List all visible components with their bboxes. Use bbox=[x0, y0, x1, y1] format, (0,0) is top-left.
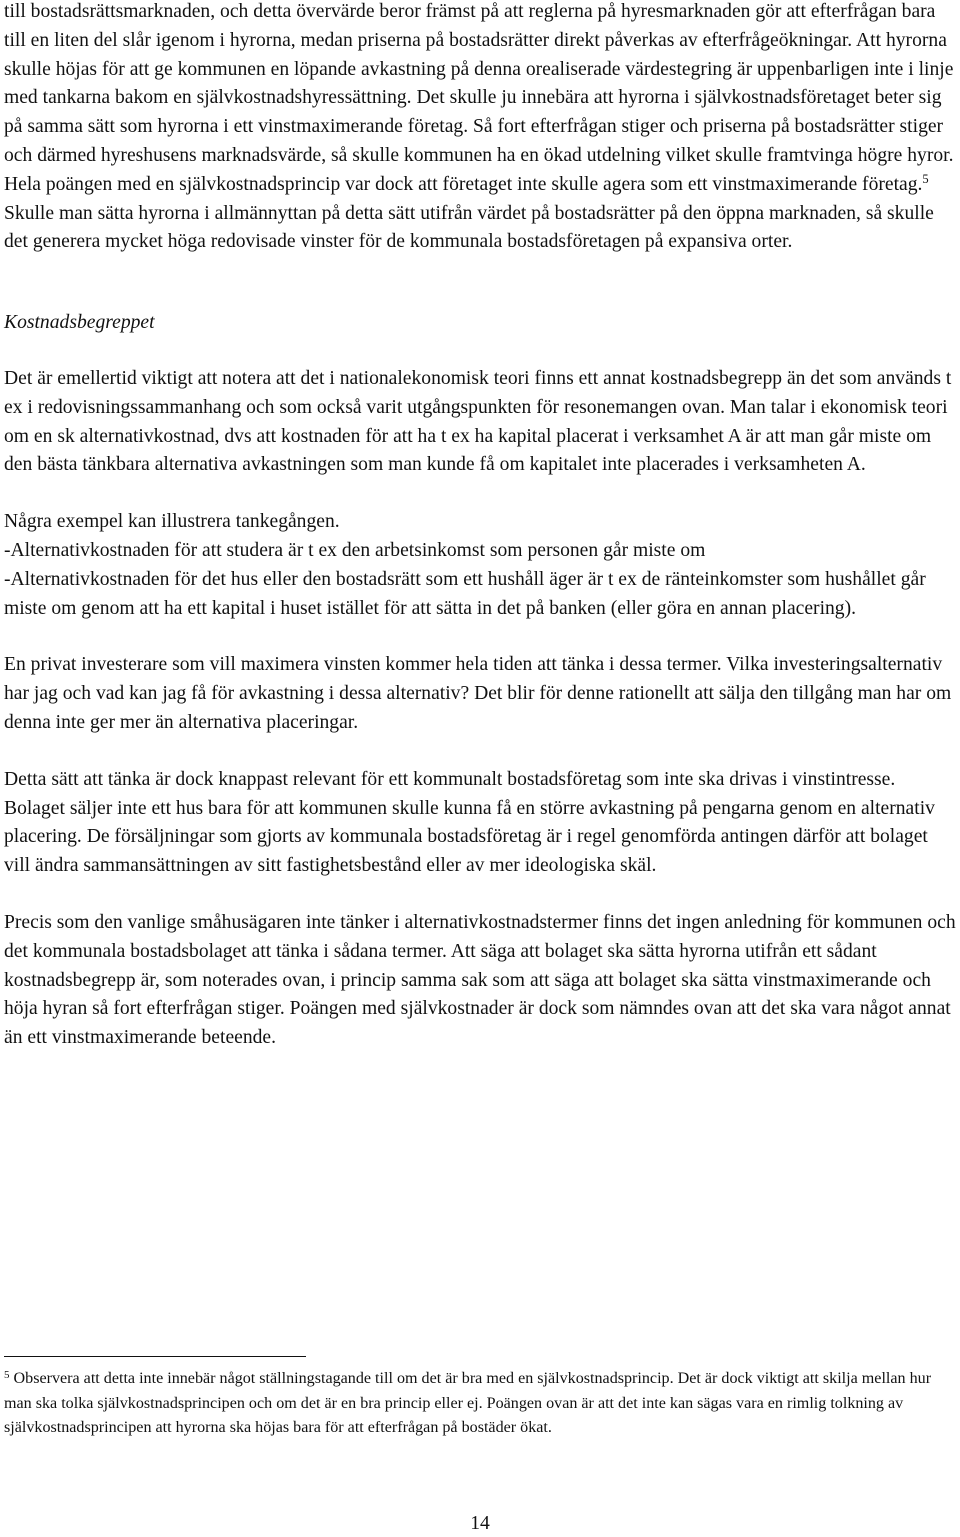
footnote-number: 5 bbox=[4, 1369, 10, 1381]
examples-block bbox=[4, 508, 956, 623]
page-number: 14 bbox=[470, 1513, 490, 1534]
footnote-text: Observera att detta inte innebär något ställningstagande till om det är bra med en självkostnadsprincip. Det är dock viktigt att skilja mellan hur man ska tolka självkostnadsprincipen och om det är en bra princip eller ej. Poängen ovan är att det inte kan sägas vara en rimlig tolkning av självkostnadsprincipen att hyrorna ska höjas bara för att efterfrågan på bostäder ökat. bbox=[4, 1370, 932, 1436]
paragraph-text: Skulle man sätta hyrorna i allmännyttan på detta sätt utifrån värdet på bostadsrätter på den öppna marknaden, så skulle det generera mycket höga redovisade vinster för de kommunala bostadsföretagen på expansiva orter. bbox=[4, 202, 934, 253]
footnote-reference[interactable]: 5 bbox=[922, 171, 929, 186]
examples-intro: Några exempel kan illustrera tankegången. bbox=[4, 511, 340, 533]
paragraph-text: till bostadsrättsmarknaden, och detta övervärde beror främst på att reglerna på hyresmarknaden gör att efterfrågan bara till en liten del slår igenom i hyrorna, medan priserna på bostadsrätter direkt påverkas av efterfrågeökningar. Att hyrorna skulle höjas för att ge kommunen en löpande avkastning på denna orealiserade värdestegring är uppenbarligen inte i linje med tankarna bakom en självkostnadshyressättning. Det skulle ju innebära att hyrorna i självkostnadsföretaget beter sig på samma sätt som hyrorna i ett vinstmaximerande företag. Så fort efterfrågan stiger och priserna på bostadsrätter stiger och därmed hyreshusens marknadsvärde, så skulle kommunen ha en ökad utdelning vilket skulle framtvinga högre hyror. Hela poängen med en självkostnadsprincip var dock att företaget inte skulle agera som ett vinstmaximerande företag. bbox=[4, 1, 954, 195]
paragraph-self-cost-rent bbox=[4, 0, 956, 257]
document-page bbox=[4, 0, 956, 1053]
example-item: -Alternativkostnaden för att studera är t ex den arbetsinkomst som personen går miste om bbox=[4, 539, 706, 561]
footnote bbox=[4, 1367, 956, 1441]
paragraph-private-investor: En privat investerare som vill maximera vinsten kommer hela tiden att tänka i dessa termer. Vilka investeringsalternativ har jag och vad kan jag få för avkastning i dessa alternativ? Det blir för denne rationellt att sälja den tillgång man har om denna inte ger mer än alternativa placeringar. bbox=[4, 654, 952, 733]
paragraph-municipal-company: Detta sätt att tänka är dock knappast relevant för ett kommunalt bostadsföretag som inte ska drivas i vinstintresse. Bolaget säljer inte ett hus bara för att kommunen skulle kunna få en större avkastning på pengarna genom en alternativ placering. De försäljningar som gjorts av kommunala bostadsföretag är i regel genomförda antingen därför att bolaget vill ändra sammansättningen av sitt fastighetsbestånd eller av mer ideologiska skäl. bbox=[4, 768, 935, 877]
paragraph-cost-concept: Det är emellertid viktigt att notera att det i nationalekonomisk teori finns ett annat kostnadsbegrepp än det som används t ex i redovisningssammanhang och som också varit utgångspunkten för resonemangen ovan. Man talar i ekonomisk teori om en sk alternativkostnad, dvs att kostnaden för att ha t ex ha kapital placerat i verksamhet A är att man går miste om den bästa tänkbara alternativa avkastningen som man kunde få om kapitalet inte placerades i verksamheten A. bbox=[4, 367, 952, 476]
example-item: -Alternativkostnaden för det hus eller den bostadsrätt som ett hushåll äger är t ex de ränteinkomster som hushållet går miste om genom att ha ett kapital i huset istället för att sätta in det på banken (eller göra en annan placering). bbox=[4, 568, 926, 619]
footnote-separator bbox=[4, 1356, 306, 1357]
paragraph-homeowner: Precis som den vanlige småhusägaren inte tänker i alternativkostnadstermer finns det ingen anledning för kommunen och det kommunala bostadsbolaget att tänka i sådana termer. Att säga att bolaget ska sätta hyrorna utifrån ett sådant kostnadsbegrepp är, som noterades ovan, i princip samma sak som att säga att bolaget ska sätta vinstmaximerande och höja hyran så fort efterfrågan stiger. Poängen med självkostnader är dock som nämndes ovan att det ska vara något annat än ett vinstmaximerande beteende. bbox=[4, 911, 956, 1049]
section-heading: Kostnadsbegreppet bbox=[4, 312, 155, 334]
